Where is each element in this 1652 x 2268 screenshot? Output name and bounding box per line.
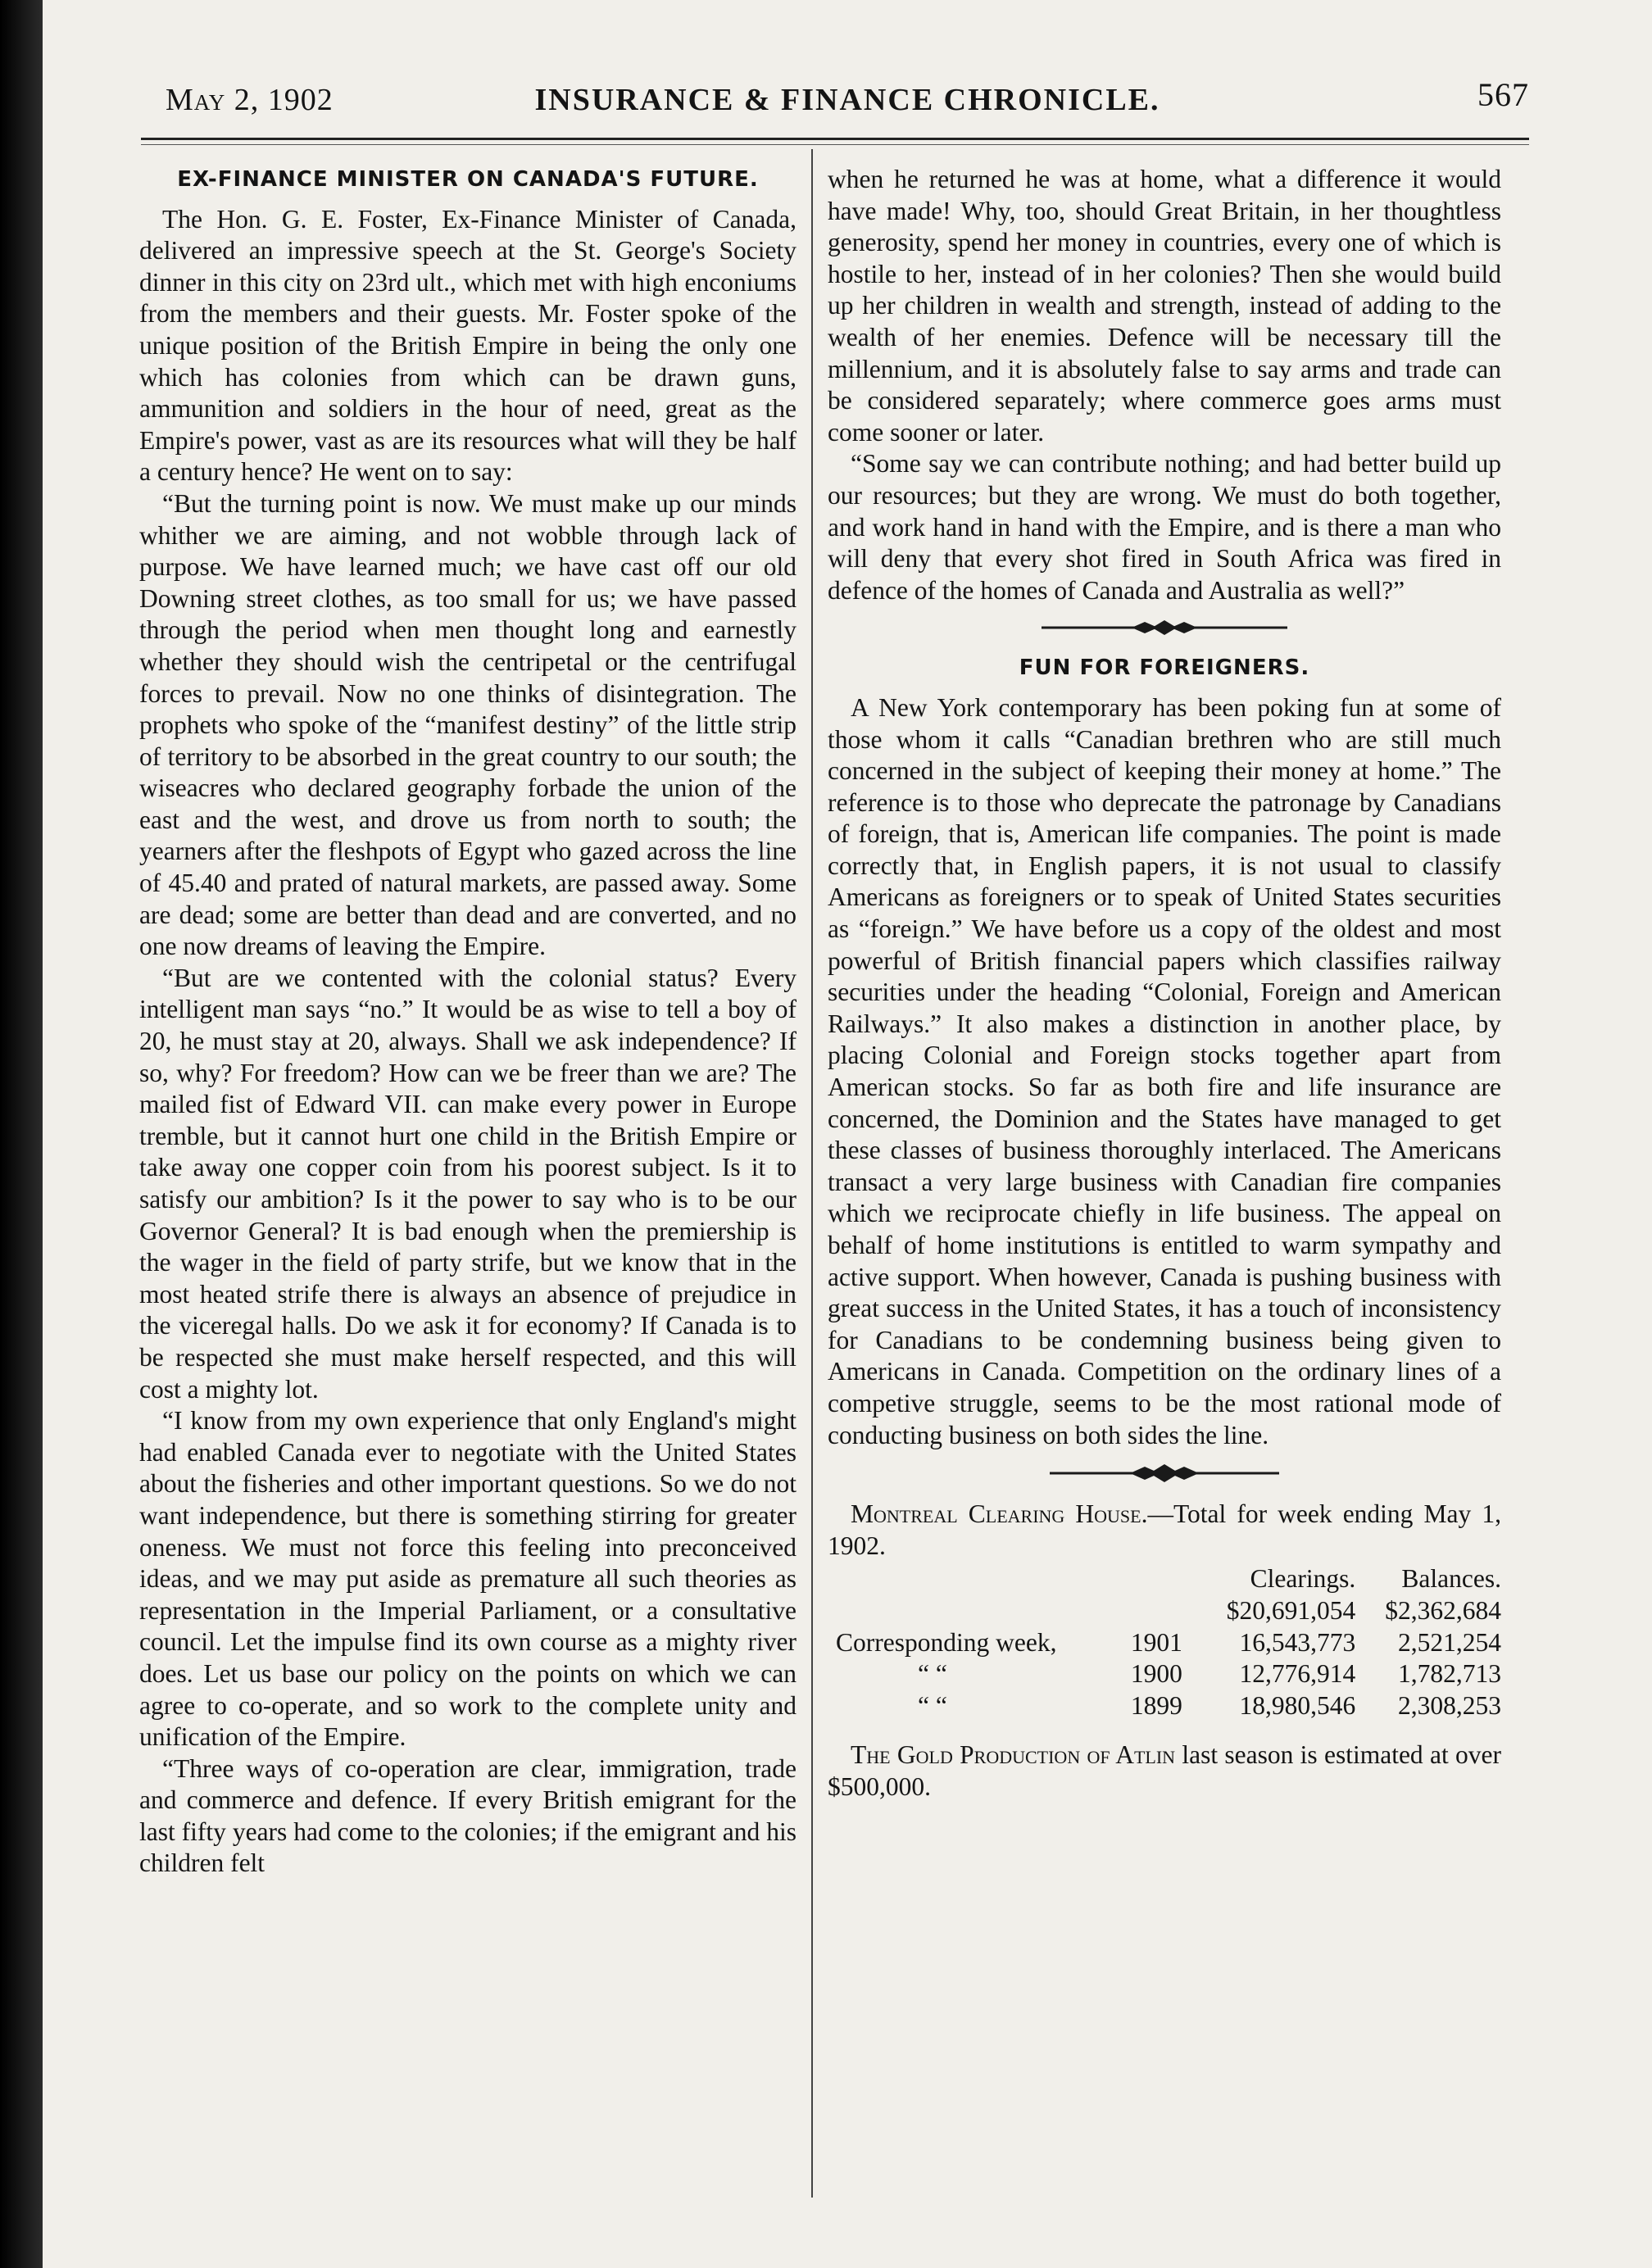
right-column [828,164,1501,1803]
column-header-clearings: Clearings. [1250,1564,1356,1594]
article-paragraph: “I know from my own experience that only England's might had enabled Canada ever to negotiate with the United States about the fisheries and other important questions. So we do not want independence, but there is something stirring for greater oneness. We must not force this feeling into preconceived ideas, and we may put aside as premature all such theories as representation in the Imperial Parliament, or a consultative council. Let the impulse find its own course as a mighty river does. Let us base our policy on the points on which we can agree to co-operate, and so work to the complete unity and unification of the Empire. [139,1406,796,1752]
row-clearings: $20,691,054 [1226,1595,1356,1625]
publication-title: INSURANCE & FINANCE CHRONICLE. [534,83,1160,117]
article-paragraph: The Hon. G. E. Foster, Ex-Finance Minister of Canada, delivered an impressive speech at the St. George's Society dinner in this city on 23rd ult., which met with high enconiums from the members and their guests. Mr. Foster spoke of the unique position of the British Empire in being the only one which has colonies from which can be drawn guns, ammunition and soldiers in the hour of need, great as the Empire's power, vast as are its resources what will they be half a century hence? He went on to say: [139,204,796,487]
page-header [166,75,1529,125]
newspaper-page [43,0,1652,2268]
row-year: 1899 [1130,1690,1182,1720]
row-balances: 1,782,713 [1398,1659,1501,1689]
column-header-balances: Balances. [1401,1564,1501,1594]
ornament-divider-icon [1042,618,1287,637]
header-rule [141,138,1529,145]
issue-date: May 2, 1902 [166,83,334,117]
row-balances: 2,308,253 [1398,1690,1501,1720]
gold-production-note [828,1740,1501,1803]
page-number: 567 [1477,76,1529,113]
table-row [828,1658,1501,1690]
row-balances: $2,362,684 [1385,1595,1501,1625]
column-divider [811,149,813,2198]
article-paragraph: “Three ways of co-operation are clear, immigration, trade and commerce and defence. If every British emigrant for the last fifty years had come to the colonies; if the emigrant and his children felt [139,1753,796,1878]
article-continuation: when he returned he was at home, what a difference it would have made! Why, too, should Great Britain, in her thoughtless generosity, spend her money in countries, every one of which is hostile to her, instead of in her colonies? Then she would build up her children in wealth and strength, instead of adding to the wealth of her enemies. Defence will be necessary till the millennium, and it is absolutely false to say arms and trade can be considered separately; where commerce goes arms must come sooner or later. [828,165,1501,447]
row-label: “ “ [918,1690,947,1720]
table-header-row [828,1563,1501,1595]
book-binding-edge [0,0,43,2268]
row-label: “ “ [918,1659,947,1689]
clearing-house-intro [828,1499,1501,1562]
clearing-house-lead: Montreal Clearing House. [851,1499,1148,1529]
ornament-divider-icon [1050,1463,1279,1484]
clearing-house-table [828,1563,1501,1721]
gold-production-text: last season is estimated at over $500,000. [828,1740,1501,1801]
article-paragraph: A New York contemporary has been poking fun at some of those whom it calls “Canadian brethren who are still much concerned in the subject of keeping their money at home.” The reference is to those who deprecate the patronage by Canadians of foreign, that is, American life companies. The point is made correctly that, in English papers, it is not usual to classify Americans as foreigners or to speak of United States securities as “foreign.” We have before us a copy of the oldest and most powerful of British financial papers which classifies railway securities under the heading “Colonial, Foreign and American Railways.” It also makes a distinction in another place, by placing Colonial and Foreign stocks together apart from American stocks. So far as both fire and life insurance are concerned, the Dominion and the States have managed to get these classes of business thoroughly interlaced. The Americans transact a very large business with Canadian fire companies which we reciprocate chiefly in life business. The appeal on behalf of home institutions is entitled to warm sympathy and active support. When however, Canada is pushing business with great success in the United States, it has a touch of inconsistency for Canadians to be condemning business being given to Americans in Canada. Competition on the ordinary lines of a competive struggle, seems to be the most rational mode of conducting business on both sides the line. [828,692,1501,1449]
row-label [828,1595,1114,1627]
article-paragraph: “But the turning point is now. We must make up our minds whither we are aiming, and not wobble through lack of purpose. We have learned much; we have cast off our old Downing street clothes, as too small for us; we have passed through the period when men thought long and earnestly whether they should wish the centripetal or the centrifugal forces to prevail. Now no one thinks of disintegration. The prophets who spoke of the “manifest destiny” of the little strip of territory to be absorbed in the great country to our south; the wiseacres who declared geography forbade the union of the east and the west, and drove us from north to south; the yearners after the fleshpots of Egypt who gazed across the line of 45.40 and prated of natural markets, are passed away. Some are dead; some are better than dead and are converted, and no one now dreams of leaving the Empire. [139,488,796,961]
table-row [828,1627,1501,1659]
row-year [1114,1595,1194,1627]
row-year: 1901 [1130,1627,1182,1657]
clearing-house-text: —Total for week ending May 1, 1902. [828,1499,1501,1560]
gold-production-lead: The Gold Production of Atlin [851,1740,1176,1770]
row-year: 1900 [1130,1659,1182,1689]
row-clearings: 16,543,773 [1239,1627,1356,1657]
article-continuation: “Some say we can contribute nothing; and had better build up our resources; but they are wrong. We must do both together, and work hand in hand with the Empire, and is there a man who will deny that every shot fired in South Africa was fired in defence of the homes of Canada and Australia as well?” [828,449,1501,605]
article-headline-foster: EX-FINANCE MINISTER ON CANADA'S FUTURE. [177,167,759,192]
left-column [139,164,796,1880]
row-clearings: 12,776,914 [1239,1659,1356,1689]
article-headline-foreigners: FUN FOR FOREIGNERS. [1019,655,1310,681]
row-balances: 2,521,254 [1398,1627,1501,1657]
article-paragraph: “But are we contented with the colonial status? Every intelligent man says “no.” It would be as wise to tell a boy of 20, he must stay at 20, always. Shall we ask independence? If so, why? For freedom? How can we be freer than we are? The mailed fist of Edward VII. can make every power in Europe tremble, but it cannot hurt one child in the British Empire or take away one copper coin from his poorest subject. Is it to satisfy our ambition? Is it the power to say who is to be our Governor General? It is bad enough when the premiership is the wager in the field of party strife, but we know that in the most heated strife there is always an absence of prejudice in the viceregal halls. Do we ask it for economy? If Canada is to be respected she must make herself respected, and this will cost a mighty lot. [139,963,796,1404]
table-row [828,1690,1501,1722]
table-row [828,1595,1501,1627]
row-label: Corresponding week, [836,1627,1057,1657]
row-clearings: 18,980,546 [1239,1690,1356,1720]
